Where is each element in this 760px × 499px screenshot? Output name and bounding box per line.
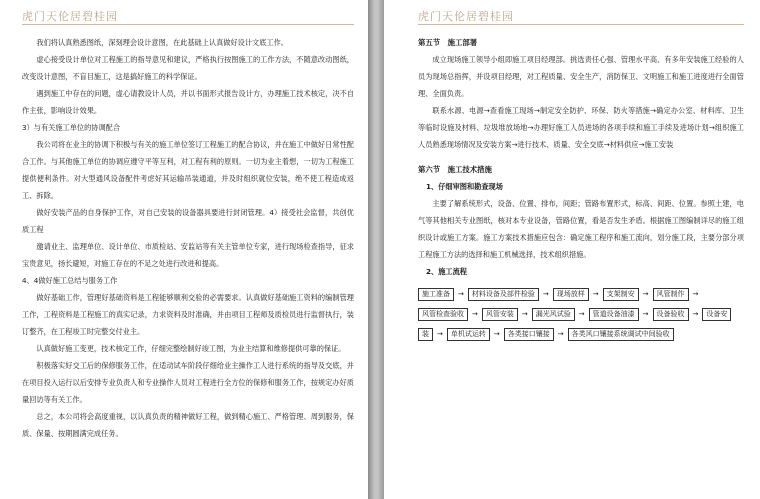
arrow-right-icon: →	[542, 290, 549, 298]
flow-step: 风管安装	[482, 308, 518, 321]
flow-step: 管道设备油漆	[589, 308, 639, 321]
flow-row-1	[418, 288, 744, 301]
flow-step: 现场放样	[553, 288, 589, 301]
section-title: 第五节 施工部署	[418, 38, 478, 47]
paragraph: 邀请业主、监理单位、设计单位、市质检站、安监站等有关主管单位专家，进行现场检查指导，征求宝贵意见，扬长避短，对施工存在的不足之处进行改进和提高。	[22, 242, 354, 268]
paragraph: 遇到施工中存在的问题，虚心请教设计人员，并以书面形式报告设计方，办理施工技术核定，决不自作主张，影响设计效果。	[22, 89, 354, 115]
flow-step: 设备安	[702, 308, 731, 321]
flow-step: 支架制安	[603, 288, 639, 301]
section-title: 第六节 施工技术措施	[418, 165, 492, 174]
arrow-right-icon: →	[642, 310, 649, 318]
process-flowchart	[418, 288, 744, 341]
paragraph: 做好安装产品的自身保护工作，对自己安装的设备器具要进行封闭管理。4）接受社会监督，共创优质工程	[22, 208, 354, 234]
flow-step: 风管检查验收	[418, 308, 468, 321]
flow-row-3	[418, 328, 744, 341]
arrow-right-icon: →	[592, 290, 599, 298]
paragraph: 积极落实好交工后的保修服务工作，在适动试车阶段仔细给业主操作工人进行系统的指导及交底，并在项目投入运行以后安排专业负责人和专业操作人员对工程进行全方位的保修和服务工作，按规定办好质量回访等有关工作。	[22, 361, 354, 404]
flow-step: 漏光风试验	[532, 308, 575, 321]
arrow-right-icon: →	[692, 310, 699, 318]
page-header: 虎门天伦居碧桂园	[22, 8, 354, 25]
paragraph: 我公司将在业主的协调下积极与有关的施工单位签订工程施工的配合协议，并在施工中做好日常性配合工作。与其他施工单位的协调应遵守平等互利，对工程有利的原则。一切为业主着想，一切为工程施工提供便利条件。对大型通风设备配件考虑好其运输吊装通道，并及时组织就位安装，绝不使工程造成返工、拆除。	[22, 140, 354, 200]
right-page	[384, 0, 760, 499]
arrow-right-icon: →	[458, 290, 464, 298]
arrow-right-icon: →	[521, 310, 528, 318]
paragraph: 认真做好施工变更，技术核定工作，仔细完整绘制好竣工图，为业主结算和维修提供可靠的保证。	[36, 344, 346, 353]
arrow-right-icon: →	[578, 310, 585, 318]
flow-step: 装	[418, 328, 433, 341]
left-page	[0, 0, 368, 499]
arrow-right-icon: →	[557, 330, 564, 338]
section-heading: 4、4做好施工总结与服务工作	[22, 276, 118, 285]
page-header: 虎门天伦居碧桂园	[418, 8, 744, 25]
arrow-right-icon: →	[472, 310, 478, 318]
subsection-title: 1、仔细审图和勘查现场	[426, 182, 503, 191]
flow-step: 施工准备	[418, 288, 454, 301]
flow-step: 各类风口镶接系统调试中间验收	[568, 328, 674, 341]
page-gutter	[368, 0, 384, 499]
subsection-title: 2、施工流程	[426, 267, 467, 276]
flow-step: 材料设备及部件检验	[468, 288, 539, 301]
paragraph: 成立现场施工领导小组即施工项目经理部。挑选责任心强、管理水平高、有多年安装施工经验的人员为现场总指挥，并设项目经理，对工程质量、安全生产，消防保卫、文明施工和施工进度进行全面管理、全面负责。	[418, 55, 744, 98]
flow-step: 各类接口镶接	[504, 328, 554, 341]
paragraph: 虚心接受设计单位对工程施工的指导意见和建议，严格执行按图施工的工作方法，不随意改动图纸，改变设计意图，不盲目施工，这是搞好施工的科学保证。	[22, 55, 354, 81]
paragraph: 主要了解系统形式，设备、位置、排布，间距；管路布置形式，标高、间距、位置。参照土建，电气等其他相关专业图纸，核对本专业设备，管路位置，看是否发生矛盾。根据施工图编制详尽的施工组织设计或施工方案。施工方案技术措施应包含：确定施工程序和施工流向，划分施工段，主要分部分项工程施工方法的选择和施工机械选择，技术组织措施。	[418, 199, 744, 259]
paragraph: 联系水源、电源→查看施工现场→制定安全防护、环保、防火等措施→确定办公室、材料库、卫生等临时设施及材料、垃圾堆放场地→办理好施工人员进场的各项手续和施工手续及进场计划→组织施工人员熟悉现场情况及安装方案→进行技术、质量、安全交底→材料供应→施工安装	[418, 106, 744, 149]
paragraph: 总之，本公司将会高度重视，以认真负责的精神做好工程，做到精心施工、严格管理、周到服务，保质、保量、按期圆满完成任务。	[22, 412, 354, 438]
arrow-right-icon: →	[642, 290, 649, 298]
paragraph: 做好基础工作，管理好基础资料是工程能够顺利交验的必需要求。认真做好基础施工资料的编制管理工作，工程资料是工程施工的真实记录，力求资料及时准确，并由项目工程师及质检员进行监督执行，装订整齐，在工程竣工时完整交付业主。	[22, 293, 354, 336]
flow-step: 风管制作	[653, 288, 689, 301]
section-heading: 3）与有关施工单位的协调配合	[22, 123, 121, 132]
flow-step: 设备验收	[653, 308, 689, 321]
arrow-right-icon: →	[692, 290, 699, 298]
flow-step: 单机试运转	[447, 328, 490, 341]
arrow-right-icon: →	[437, 330, 443, 338]
arrow-right-icon: →	[493, 330, 500, 338]
flow-row-2	[418, 308, 744, 321]
paragraph: 我们将认真熟悉图纸，深刻理会设计意图，在此基础上认真做好设计文底工作。	[36, 38, 288, 47]
